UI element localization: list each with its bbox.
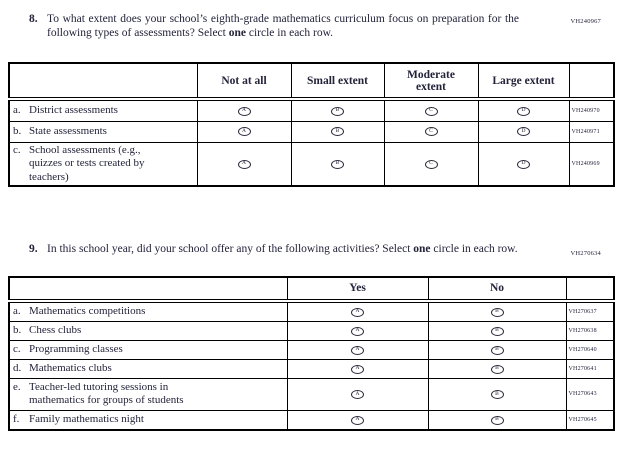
question-8-text — [47, 13, 519, 40]
answer-cell — [478, 121, 569, 142]
row-label: Programming classes — [29, 342, 123, 355]
q8-table — [8, 62, 615, 187]
table-row — [9, 99, 614, 121]
row-prefix: a. — [13, 104, 21, 117]
q8-header-row — [9, 63, 614, 99]
row-label-cell — [9, 301, 287, 322]
row-label-cell — [9, 142, 197, 186]
q9-header-row — [9, 277, 614, 301]
answer-cell — [287, 340, 428, 359]
answer-bubble[interactable]: B — [491, 308, 504, 317]
row-label-cell — [9, 121, 197, 142]
question-8 — [0, 13, 620, 40]
answer-cell — [428, 378, 566, 410]
q8-header-moderate-extent: Moderate extent — [384, 63, 478, 99]
q8-header-empty — [9, 63, 197, 99]
answer-bubble[interactable]: C — [425, 127, 438, 136]
row-prefix: f. — [13, 412, 20, 425]
question-8-text-after: circle in each row. — [245, 26, 334, 39]
answer-cell — [291, 99, 384, 121]
answer-bubble[interactable]: A — [351, 365, 364, 374]
answer-bubble[interactable]: A — [351, 390, 364, 399]
row-label: Mathematics clubs — [29, 361, 112, 374]
answer-cell — [287, 410, 428, 430]
row-code: VH240970 — [569, 99, 614, 121]
row-label-cell — [9, 378, 287, 410]
answer-cell — [428, 359, 566, 378]
answer-cell — [384, 99, 478, 121]
row-label: State assessments — [29, 124, 107, 137]
answer-bubble[interactable]: C — [425, 107, 438, 116]
answer-cell — [291, 142, 384, 186]
row-label-cell — [9, 321, 287, 340]
table-row — [9, 340, 614, 359]
answer-cell — [197, 121, 291, 142]
row-code: VH270640 — [566, 340, 614, 359]
table-row — [9, 121, 614, 142]
row-prefix: b. — [13, 124, 22, 137]
table-row — [9, 142, 614, 186]
q8-accession-code: VH240967 — [570, 18, 601, 25]
row-label-cell — [9, 410, 287, 430]
answer-bubble[interactable]: A — [351, 327, 364, 336]
row-label: District assessments — [29, 104, 118, 117]
answer-bubble[interactable]: A — [351, 416, 364, 425]
q9-header-no: No — [428, 277, 566, 301]
answer-cell — [287, 359, 428, 378]
row-label: Teacher-led tutoring sessions in mathematics for groups of students — [29, 380, 184, 407]
q9-header-yes: Yes — [287, 277, 428, 301]
row-code: VH240969 — [569, 142, 614, 186]
row-prefix: a. — [13, 304, 21, 317]
answer-cell — [384, 121, 478, 142]
answer-bubble[interactable]: A — [238, 160, 251, 169]
q9-table — [8, 276, 615, 431]
question-9-number: 9. — [29, 243, 38, 256]
row-prefix: c. — [13, 342, 21, 355]
answer-cell — [428, 410, 566, 430]
row-label-cell — [9, 99, 197, 121]
answer-cell — [478, 142, 569, 186]
answer-bubble[interactable]: B — [491, 327, 504, 336]
table-row — [9, 321, 614, 340]
row-label: Mathematics competitions — [29, 304, 146, 317]
row-label-cell — [9, 340, 287, 359]
question-9-text-after: circle in each row. — [430, 243, 518, 256]
table-row — [9, 359, 614, 378]
row-label: School assessments (e.g., quizzes or tests created by teachers) — [29, 143, 145, 183]
row-code: VH270643 — [566, 378, 614, 410]
answer-bubble[interactable]: A — [238, 127, 251, 136]
row-label: Chess clubs — [29, 323, 82, 336]
q8-header-large-extent: Large extent — [478, 63, 569, 99]
table-row — [9, 410, 614, 430]
q8-header-not-at-all: Not at all — [197, 63, 291, 99]
table-row — [9, 301, 614, 322]
question-9-bold-word: one — [413, 243, 431, 256]
row-label: Family mathematics night — [29, 412, 144, 425]
answer-cell — [428, 301, 566, 322]
answer-bubble[interactable]: A — [351, 346, 364, 355]
answer-cell — [478, 99, 569, 121]
row-code: VH270638 — [566, 321, 614, 340]
q9-header-code-column — [566, 277, 614, 301]
answer-bubble[interactable]: B — [491, 346, 504, 355]
question-9-text-before: In this school year, did your school offer any of the following activities? Select — [47, 243, 414, 256]
answer-cell — [291, 121, 384, 142]
answer-cell — [428, 321, 566, 340]
answer-bubble[interactable]: A — [351, 308, 364, 317]
answer-cell — [287, 378, 428, 410]
row-prefix: d. — [13, 361, 22, 374]
row-code: VH270641 — [566, 359, 614, 378]
answer-cell — [197, 99, 291, 121]
questionnaire-page — [0, 13, 620, 459]
q9-header-empty — [9, 277, 287, 301]
answer-cell — [428, 340, 566, 359]
answer-bubble[interactable]: A — [238, 107, 251, 116]
row-code: VH270645 — [566, 410, 614, 430]
q8-header-small-extent: Small extent — [291, 63, 384, 99]
answer-bubble[interactable]: B — [331, 160, 344, 169]
answer-cell — [287, 301, 428, 322]
answer-bubble[interactable]: B — [331, 127, 344, 136]
answer-cell — [287, 321, 428, 340]
answer-cell — [384, 142, 478, 186]
answer-bubble[interactable]: D — [517, 127, 530, 136]
answer-bubble[interactable]: C — [425, 160, 438, 169]
q8-header-code-column — [569, 63, 614, 99]
answer-bubble[interactable]: D — [517, 107, 530, 116]
row-prefix: b. — [13, 323, 22, 336]
answer-bubble[interactable]: D — [517, 160, 530, 169]
question-9-text — [47, 243, 519, 257]
answer-bubble[interactable]: B — [491, 390, 504, 399]
row-code: VH270637 — [566, 301, 614, 322]
row-prefix: c. — [13, 143, 21, 156]
q9-accession-code: VH270634 — [570, 250, 601, 257]
answer-bubble[interactable]: B — [491, 416, 504, 425]
question-8-text-before: To what extent does your school’s eighth-grade mathematics curriculum focus on preparation for the following types of assessments? Select — [47, 13, 519, 39]
answer-cell — [197, 142, 291, 186]
row-label-cell — [9, 359, 287, 378]
question-8-number: 8. — [29, 13, 38, 25]
question-9 — [0, 243, 620, 257]
table-row — [9, 378, 614, 410]
question-8-bold-word: one — [228, 26, 246, 39]
answer-bubble[interactable]: B — [491, 365, 504, 374]
row-code: VH240971 — [569, 121, 614, 142]
row-prefix: e. — [13, 380, 21, 393]
answer-bubble[interactable]: B — [331, 107, 344, 116]
